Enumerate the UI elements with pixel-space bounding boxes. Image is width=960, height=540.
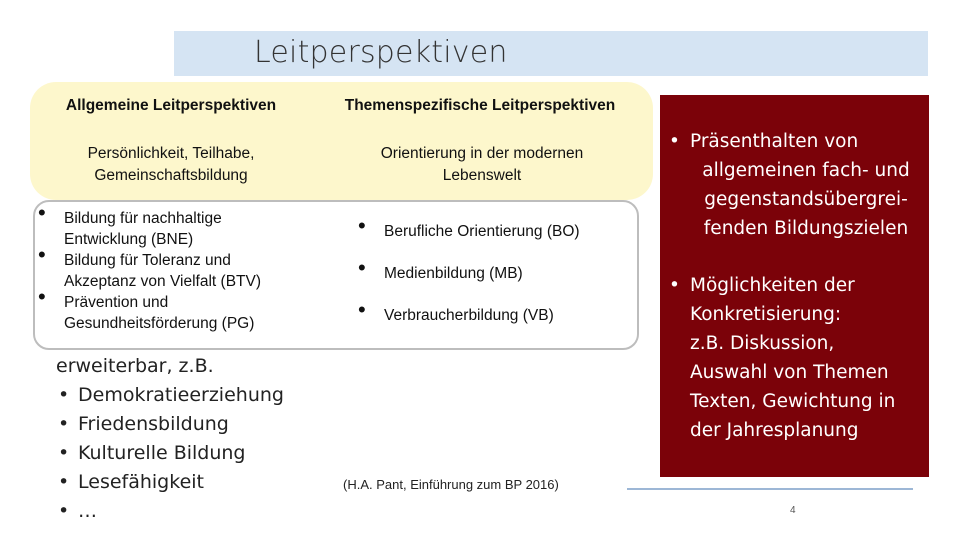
list-item: • Medienbildung (MB) (354, 263, 634, 284)
right-column-heading: Themenspezifische Leitperspektiven (344, 97, 616, 114)
right-column-list (354, 221, 634, 347)
footer-divider (627, 488, 913, 490)
page-title: Leitperspektiven (254, 35, 508, 70)
citation: (H.A. Pant, Einführung zum BP 2016) (343, 477, 559, 492)
list-item: • Friedensbildung (56, 410, 284, 439)
list-item: • Berufliche Orientierung (BO) (354, 221, 634, 242)
list-item: • Prävention und Gesundheitsförderung (PG) (36, 292, 326, 334)
page-number: 4 (790, 505, 796, 516)
panel-point-concretization: • Möglichkeiten der Konkretisierung: z.B. Diskussion, Auswahl von Themen Texten, Gewichtung in der Jahresplanung (660, 271, 922, 445)
extendable-intro: erweiterbar, z.B. (56, 355, 214, 377)
list-item: • Verbraucherbildung (VB) (354, 305, 634, 326)
list-item: • … (56, 497, 284, 526)
list-item: • Bildung für nachhaltige Entwicklung (BNE) (36, 208, 326, 250)
left-column-subheading: Persönlichkeit, Teilhabe, Gemeinschaftsbildung (87, 145, 255, 184)
left-column-heading: Allgemeine Leitperspektiven (65, 97, 277, 114)
list-item: • Kulturelle Bildung (56, 439, 284, 468)
list-item: • Bildung für Toleranz und Akzeptanz von Vielfalt (BTV) (36, 250, 326, 292)
left-column-list (36, 208, 326, 334)
list-item: • Demokratieerziehung (56, 381, 284, 410)
extendable-list (56, 352, 284, 526)
red-info-panel (660, 95, 929, 477)
list-item: • Lesefähigkeit (56, 468, 284, 497)
panel-point-goals: • Präsenthalten von allgemeinen fach- und gegenstandsübergrei- fenden Bildungszielen (660, 127, 922, 243)
right-column-subheading: Orientierung in der modernen Lebenswelt (380, 145, 584, 184)
title-bar (174, 31, 928, 76)
